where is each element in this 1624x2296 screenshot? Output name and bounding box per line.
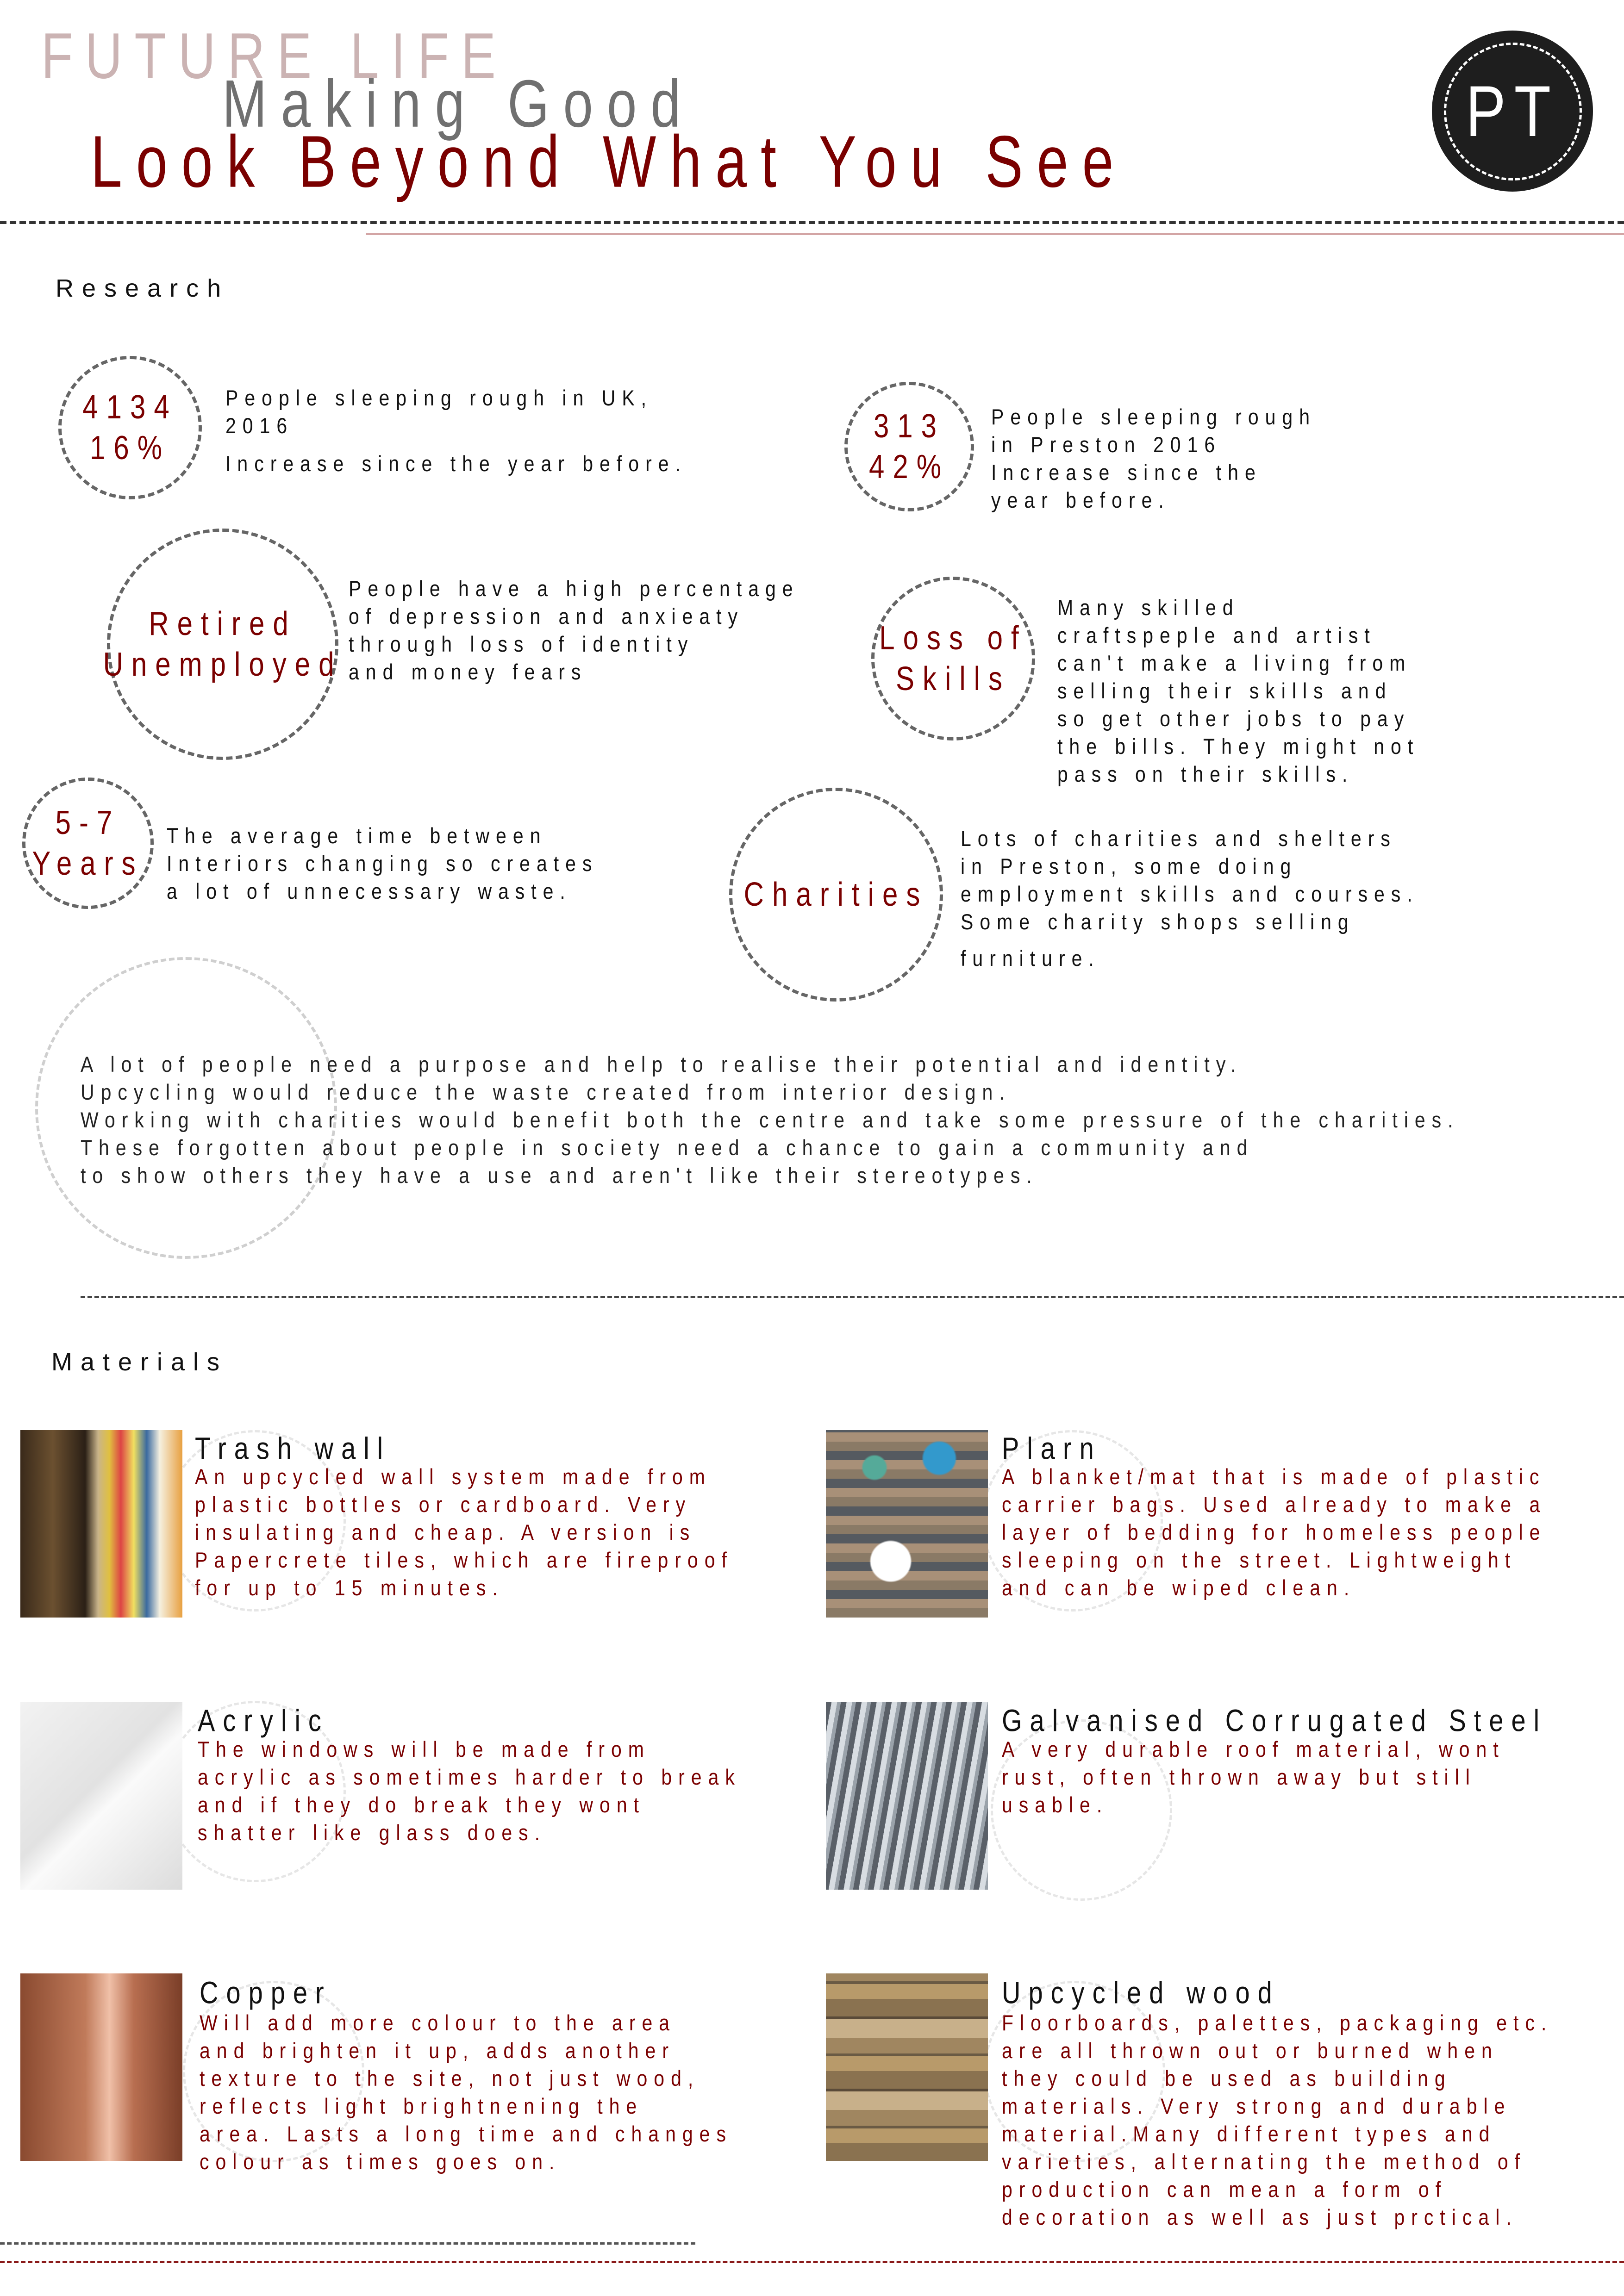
stat-uk-text bbox=[225, 384, 687, 478]
text-line: carrier bags. Used already to make a bbox=[1002, 1492, 1547, 1517]
text-line: pass on their skills. bbox=[1057, 762, 1354, 787]
text-line: through loss of identity bbox=[349, 632, 694, 657]
trash-wall-image bbox=[20, 1430, 182, 1618]
text-line: and money fears bbox=[349, 660, 587, 684]
text-line: the bills. They might not bbox=[1057, 734, 1420, 759]
topic-retired-text bbox=[349, 575, 800, 686]
text-line: a lot of unnecessary waste. bbox=[167, 879, 572, 904]
copper-image bbox=[20, 1973, 182, 2161]
stat-uk-percent: 16% bbox=[89, 429, 171, 467]
stat-preston-count: 313 bbox=[873, 407, 945, 445]
text-line: A lot of people need a purpose and help to realise their potential and identity. bbox=[81, 1052, 1243, 1077]
header-title: FUTURE LIFE bbox=[41, 19, 508, 92]
text-line: so get other jobs to pay bbox=[1057, 706, 1411, 731]
text-line: production can mean a form of bbox=[1002, 2177, 1448, 2202]
text-line: acrylic as sometimes harder to break bbox=[198, 1765, 741, 1790]
text-line: are all thrown out or burned when bbox=[1002, 2038, 1499, 2063]
stat-preston-text bbox=[991, 403, 1316, 514]
text-line: for up to 15 minutes. bbox=[195, 1575, 504, 1600]
topic-skills-text bbox=[1057, 594, 1419, 788]
text-line: A very durable roof material, wont bbox=[1002, 1737, 1505, 1762]
text-line: Increase since the bbox=[991, 460, 1262, 485]
plarn-image bbox=[826, 1430, 988, 1618]
text-line: An upcycled wall system made from bbox=[195, 1464, 712, 1489]
material-title: Acrylic bbox=[198, 1703, 329, 1738]
text-line: texture to the site, not just wood, bbox=[200, 2066, 700, 2091]
footer-divider-gray bbox=[0, 2242, 695, 2245]
topic-skills-label-2: Skills bbox=[895, 660, 1011, 697]
text-line: and can be wiped clean. bbox=[1002, 1575, 1356, 1600]
footer-divider-red bbox=[0, 2261, 1624, 2263]
corrugated-steel-image bbox=[826, 1702, 988, 1890]
pt-logo bbox=[1432, 31, 1593, 192]
text-line: colour as times goes on. bbox=[200, 2149, 561, 2174]
stat-preston-percent: 42% bbox=[868, 448, 950, 485]
header-divider-pink bbox=[366, 233, 1624, 235]
material-title: Trash wall bbox=[195, 1431, 391, 1466]
text-line: in Preston, some doing bbox=[961, 854, 1298, 879]
text-line: varieties, alternating the method of bbox=[1002, 2149, 1527, 2174]
text-line: Working with charities would benefit both the centre and take some pressure of the charities. bbox=[81, 1108, 1460, 1132]
topic-years-label-2: Years bbox=[32, 845, 144, 882]
topic-circle-charities bbox=[729, 788, 943, 1002]
text-line: The windows will be made from bbox=[198, 1737, 650, 1762]
text-line: rust, often thrown away but still bbox=[1002, 1765, 1476, 1790]
material-description bbox=[1002, 1736, 1505, 1819]
text-line: employment skills and courses. bbox=[961, 882, 1419, 907]
text-line: Papercrete tiles, which are fireproof bbox=[195, 1548, 733, 1573]
text-line: can't make a living from bbox=[1057, 651, 1412, 676]
text-line: shatter like glass does. bbox=[198, 1820, 547, 1845]
text-line: materials. Very strong and durable bbox=[1002, 2094, 1512, 2119]
text-line: of depression and anxieaty bbox=[349, 604, 744, 629]
research-summary bbox=[81, 1051, 1460, 1189]
topic-charities-text bbox=[961, 825, 1419, 972]
material-description bbox=[198, 1736, 741, 1847]
text-line: selling their skills and bbox=[1057, 678, 1393, 703]
text-line: Some charity shops selling bbox=[961, 909, 1355, 934]
text-line: layer of bedding for homeless people bbox=[1002, 1520, 1547, 1545]
text-line: decoration as well as just prctical. bbox=[1002, 2205, 1518, 2230]
text-line: insulating and cheap. A version is bbox=[195, 1520, 696, 1545]
stat-circle-uk bbox=[58, 356, 202, 499]
topic-years-text bbox=[167, 822, 598, 905]
text-line: year before. bbox=[991, 488, 1170, 513]
text-line: and brighten it up, adds another bbox=[200, 2038, 675, 2063]
text-line: Increase since the year before. bbox=[225, 451, 687, 476]
text-line: usable. bbox=[1002, 1792, 1109, 1817]
text-line: People have a high percentage bbox=[349, 576, 800, 601]
text-line: Lots of charities and shelters bbox=[961, 826, 1397, 851]
text-line: 2016 bbox=[225, 413, 294, 438]
acrylic-image bbox=[20, 1702, 182, 1890]
topic-circle-skills bbox=[871, 577, 1035, 740]
text-line: These forgotten about people in society need a chance to gain a community and bbox=[81, 1135, 1254, 1160]
text-line: area. Lasts a long time and changes bbox=[200, 2122, 732, 2147]
topic-years-label-1: 5-7 bbox=[55, 804, 121, 841]
text-line: People sleeping rough bbox=[991, 404, 1317, 429]
section-divider bbox=[81, 1296, 1624, 1298]
header-subtitle: Making Good bbox=[222, 66, 694, 141]
text-line: material.Many different types and bbox=[1002, 2122, 1496, 2147]
material-title: Plarn bbox=[1002, 1431, 1102, 1466]
stat-uk-count: 4134 bbox=[82, 388, 178, 426]
text-line: Interiors changing so creates bbox=[167, 851, 599, 876]
header-divider-dashed bbox=[0, 221, 1624, 224]
research-heading: Research bbox=[56, 274, 230, 302]
material-description bbox=[200, 2009, 732, 2176]
material-description bbox=[195, 1463, 733, 1602]
text-line: Will add more colour to the area bbox=[200, 2010, 676, 2035]
text-line: Floorboards, palettes, packaging etc. bbox=[1002, 2010, 1553, 2035]
topic-circle-years bbox=[22, 778, 154, 909]
material-title: Galvanised Corrugated Steel bbox=[1002, 1703, 1548, 1738]
text-line: Many skilled bbox=[1057, 595, 1240, 620]
text-line: The average time between bbox=[167, 823, 547, 848]
text-line: A blanket/mat that is made of plastic bbox=[1002, 1464, 1546, 1489]
text-line: furniture. bbox=[961, 946, 1100, 971]
topic-charities-label: Charities bbox=[743, 876, 929, 913]
text-line: and if they do break they wont bbox=[198, 1792, 646, 1817]
stat-circle-preston bbox=[844, 382, 974, 511]
material-title: Copper bbox=[200, 1975, 332, 2010]
header-tagline: Look Beyond What You See bbox=[91, 120, 1128, 203]
topic-skills-label-1: Loss of bbox=[879, 619, 1027, 657]
text-line: plastic bottles or cardboard. Very bbox=[195, 1492, 692, 1517]
text-line: craftspeple and artist bbox=[1057, 623, 1376, 648]
topic-unemployed-label: Unemployed bbox=[103, 646, 343, 683]
upcycled-wood-image bbox=[826, 1973, 988, 2161]
text-line: sleeping on the street. Lightweight bbox=[1002, 1548, 1517, 1573]
text-line: Upcycling would reduce the waste created from interior design. bbox=[81, 1080, 1011, 1105]
text-line: they could be used as building bbox=[1002, 2066, 1452, 2091]
text-line: reflects light brightnening the bbox=[200, 2094, 643, 2119]
materials-heading: Materials bbox=[51, 1348, 228, 1376]
logo-text: PT bbox=[1465, 70, 1560, 152]
material-description bbox=[1002, 1463, 1546, 1602]
text-line: People sleeping rough in UK, bbox=[225, 386, 653, 411]
text-line: to show others they have a use and aren't like their stereotypes. bbox=[81, 1163, 1038, 1188]
material-title: Upcycled wood bbox=[1002, 1975, 1280, 2010]
material-description bbox=[1002, 2009, 1553, 2231]
text-line: in Preston 2016 bbox=[991, 432, 1222, 457]
topic-retired-label: Retired bbox=[149, 605, 297, 642]
topic-circle-retired bbox=[103, 529, 343, 760]
